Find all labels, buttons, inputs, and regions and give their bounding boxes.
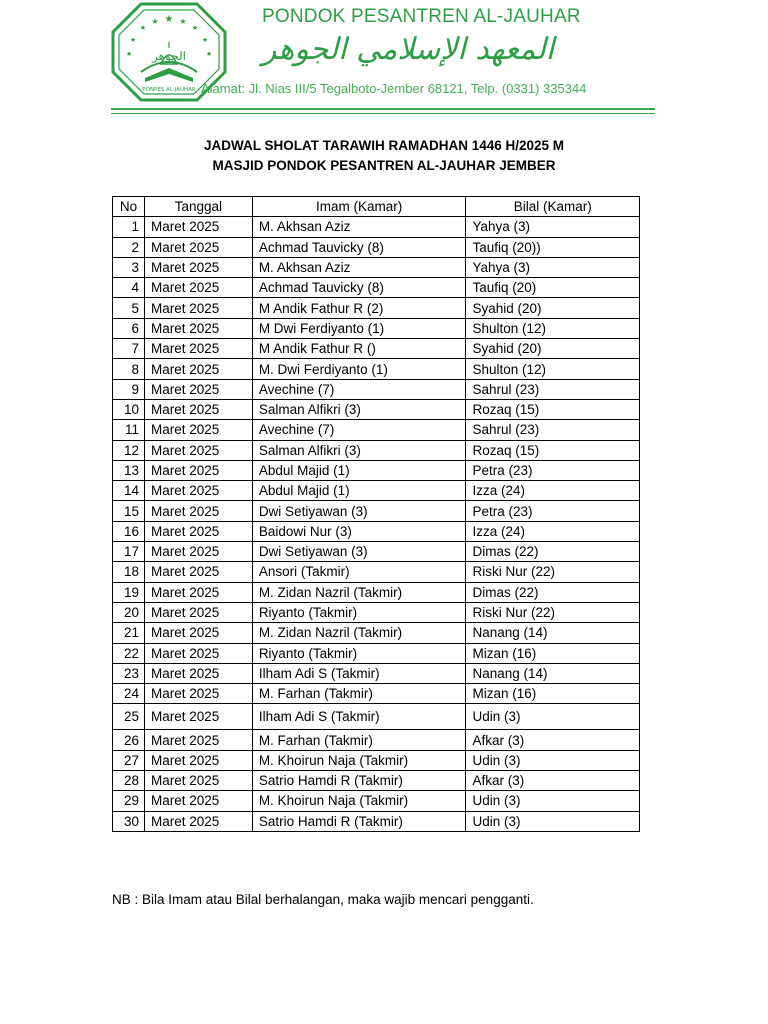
cell-bilal: Udin (3) (466, 704, 640, 730)
table-row (113, 643, 640, 663)
table-row (113, 684, 640, 704)
cell-no: 19 (113, 582, 145, 602)
cell-bilal: Dimas (22) (466, 582, 640, 602)
table-row (113, 481, 640, 501)
cell-tanggal: Maret 2025 (144, 359, 252, 379)
cell-no: 27 (113, 750, 145, 770)
cell-tanggal: Maret 2025 (144, 217, 252, 237)
cell-bilal: Yahya (3) (466, 257, 640, 277)
cell-bilal: Afkar (3) (466, 730, 640, 750)
cell-tanggal: Maret 2025 (144, 440, 252, 460)
cell-tanggal: Maret 2025 (144, 562, 252, 582)
svg-text:★: ★ (205, 50, 213, 58)
table-row (113, 318, 640, 338)
cell-tanggal: Maret 2025 (144, 339, 252, 359)
cell-tanggal: Maret 2025 (144, 521, 252, 541)
table-row (113, 582, 640, 602)
svg-text:★: ★ (179, 17, 187, 26)
table-row (113, 623, 640, 643)
cell-imam: M Dwi Ferdiyanto (1) (252, 318, 466, 338)
cell-tanggal: Maret 2025 (144, 298, 252, 318)
table-row (113, 217, 640, 237)
cell-bilal: Izza (24) (466, 521, 640, 541)
cell-no: 10 (113, 399, 145, 419)
cell-bilal: Petra (23) (466, 460, 640, 480)
cell-bilal: Nanang (14) (466, 623, 640, 643)
svg-text:الجوهر: الجوهر (152, 49, 186, 63)
institution-arabic-name: المعهد الإسلامي الجوهر (261, 32, 555, 67)
cell-bilal: Udin (3) (466, 791, 640, 811)
cell-imam: Abdul Majid (1) (252, 460, 466, 480)
cell-tanggal: Maret 2025 (144, 684, 252, 704)
svg-text:★: ★ (201, 36, 209, 44)
cell-no: 14 (113, 481, 145, 501)
cell-imam: Salman Alfikri (3) (252, 399, 466, 419)
table-row (113, 237, 640, 257)
cell-imam: M. Zidan Nazril (Takmir) (252, 623, 466, 643)
cell-imam: M. Farhan (Takmir) (252, 684, 466, 704)
cell-no: 25 (113, 704, 145, 730)
table-row (113, 811, 640, 831)
table-row (113, 791, 640, 811)
cell-no: 23 (113, 663, 145, 683)
cell-tanggal: Maret 2025 (144, 379, 252, 399)
cell-tanggal: Maret 2025 (144, 582, 252, 602)
table-row (113, 420, 640, 440)
cell-no: 1 (113, 217, 145, 237)
cell-bilal: Riski Nur (22) (466, 562, 640, 582)
cell-tanggal: Maret 2025 (144, 237, 252, 257)
cell-tanggal: Maret 2025 (144, 750, 252, 770)
cell-no: 18 (113, 562, 145, 582)
cell-bilal: Mizan (16) (466, 684, 640, 704)
table-row (113, 602, 640, 622)
cell-bilal: Taufiq (20)) (466, 237, 640, 257)
cell-imam: Satrio Hamdi R (Takmir) (252, 771, 466, 791)
header-no: No (113, 197, 145, 217)
cell-tanggal: Maret 2025 (144, 318, 252, 338)
cell-tanggal: Maret 2025 (144, 460, 252, 480)
cell-bilal: Izza (24) (466, 481, 640, 501)
cell-bilal: Shulton (12) (466, 318, 640, 338)
cell-imam: Riyanto (Takmir) (252, 643, 466, 663)
cell-bilal: Petra (23) (466, 501, 640, 521)
cell-imam: M Andik Fathur R (2) (252, 298, 466, 318)
cell-no: 9 (113, 379, 145, 399)
cell-imam: M Andik Fathur R () (252, 339, 466, 359)
svg-text:★: ★ (151, 17, 159, 26)
cell-no: 15 (113, 501, 145, 521)
header-imam: Imam (Kamar) (252, 197, 466, 217)
svg-text:★: ★ (164, 14, 174, 25)
cell-no: 17 (113, 542, 145, 562)
cell-bilal: Nanang (14) (466, 663, 640, 683)
cell-no: 2 (113, 237, 145, 257)
cell-no: 22 (113, 643, 145, 663)
cell-no: 26 (113, 730, 145, 750)
table-row (113, 379, 640, 399)
svg-text:PONPES AL JAUHAR: PONPES AL JAUHAR (142, 87, 196, 93)
cell-imam: Baidowi Nur (3) (252, 521, 466, 541)
table-row (113, 562, 640, 582)
cell-imam: M. Akhsan Aziz (252, 217, 466, 237)
cell-tanggal: Maret 2025 (144, 643, 252, 663)
cell-imam: Dwi Setiyawan (3) (252, 542, 466, 562)
cell-bilal: Dimas (22) (466, 542, 640, 562)
cell-tanggal: Maret 2025 (144, 420, 252, 440)
header-tanggal: Tanggal (144, 197, 252, 217)
cell-bilal: Riski Nur (22) (466, 602, 640, 622)
cell-imam: M. Khoirun Naja (Takmir) (252, 791, 466, 811)
cell-no: 11 (113, 420, 145, 440)
cell-tanggal: Maret 2025 (144, 811, 252, 831)
cell-no: 16 (113, 521, 145, 541)
cell-bilal: Udin (3) (466, 750, 640, 770)
cell-tanggal: Maret 2025 (144, 663, 252, 683)
svg-text:★: ★ (125, 50, 133, 58)
table-row (113, 704, 640, 730)
header-divider (111, 108, 655, 110)
table-row (113, 339, 640, 359)
cell-bilal: Afkar (3) (466, 771, 640, 791)
cell-bilal: Udin (3) (466, 811, 640, 831)
cell-bilal: Yahya (3) (466, 217, 640, 237)
cell-imam: Ansori (Takmir) (252, 562, 466, 582)
cell-bilal: Shulton (12) (466, 359, 640, 379)
cell-bilal: Rozaq (15) (466, 440, 640, 460)
cell-tanggal: Maret 2025 (144, 542, 252, 562)
cell-no: 13 (113, 460, 145, 480)
cell-tanggal: Maret 2025 (144, 278, 252, 298)
header-bilal: Bilal (Kamar) (466, 197, 640, 217)
cell-bilal: Syahid (20) (466, 298, 640, 318)
cell-no: 6 (113, 318, 145, 338)
cell-tanggal: Maret 2025 (144, 704, 252, 730)
table-row (113, 460, 640, 480)
cell-imam: Dwi Setiyawan (3) (252, 501, 466, 521)
cell-tanggal: Maret 2025 (144, 399, 252, 419)
cell-bilal: Sahrul (23) (466, 379, 640, 399)
cell-imam: Achmad Tauvicky (8) (252, 278, 466, 298)
table-row (113, 278, 640, 298)
footnote: NB : Bila Imam atau Bilal berhalangan, maka wajib mencari pengganti. (112, 892, 534, 907)
header-divider-thin (111, 113, 655, 114)
svg-text:★: ★ (191, 24, 199, 32)
cell-imam: Ilham Adi S (Takmir) (252, 663, 466, 683)
cell-no: 8 (113, 359, 145, 379)
table-row (113, 298, 640, 318)
cell-bilal: Mizan (16) (466, 643, 640, 663)
schedule-table (112, 196, 640, 832)
table-row (113, 542, 640, 562)
cell-tanggal: Maret 2025 (144, 481, 252, 501)
cell-bilal: Taufiq (20) (466, 278, 640, 298)
cell-no: 3 (113, 257, 145, 277)
cell-tanggal: Maret 2025 (144, 501, 252, 521)
cell-imam: M. Farhan (Takmir) (252, 730, 466, 750)
cell-no: 24 (113, 684, 145, 704)
table-row (113, 257, 640, 277)
cell-no: 5 (113, 298, 145, 318)
cell-tanggal: Maret 2025 (144, 791, 252, 811)
cell-no: 20 (113, 602, 145, 622)
cell-tanggal: Maret 2025 (144, 257, 252, 277)
document-subtitle: MASJID PONDOK PESANTREN AL-JAUHAR JEMBER (212, 158, 556, 173)
table-row (113, 501, 640, 521)
cell-imam: Achmad Tauvicky (8) (252, 237, 466, 257)
table-row (113, 440, 640, 460)
cell-imam: M. Khoirun Naja (Takmir) (252, 750, 466, 770)
cell-bilal: Rozaq (15) (466, 399, 640, 419)
table-row (113, 771, 640, 791)
table-row (113, 663, 640, 683)
svg-text:★: ★ (129, 36, 137, 44)
cell-imam: Satrio Hamdi R (Takmir) (252, 811, 466, 831)
cell-bilal: Syahid (20) (466, 339, 640, 359)
cell-no: 21 (113, 623, 145, 643)
table-row (113, 750, 640, 770)
institution-address: Alamat: Jl. Nias III/5 Tegalboto-Jember 68121, Telp. (0331) 335344 (201, 81, 587, 96)
cell-imam: Avechine (7) (252, 420, 466, 440)
cell-no: 12 (113, 440, 145, 460)
cell-no: 30 (113, 811, 145, 831)
table-header-row (113, 197, 640, 217)
table-row (113, 730, 640, 750)
cell-imam: Abdul Majid (1) (252, 481, 466, 501)
cell-tanggal: Maret 2025 (144, 623, 252, 643)
table-row (113, 521, 640, 541)
cell-no: 28 (113, 771, 145, 791)
cell-tanggal: Maret 2025 (144, 771, 252, 791)
document-title: JADWAL SHOLAT TARAWIH RAMADHAN 1446 H/2025 M (203, 138, 565, 153)
cell-imam: Ilham Adi S (Takmir) (252, 704, 466, 730)
cell-imam: Avechine (7) (252, 379, 466, 399)
institution-name: PONDOK PESANTREN AL-JAUHAR (262, 6, 581, 27)
cell-imam: Riyanto (Takmir) (252, 602, 466, 622)
cell-no: 29 (113, 791, 145, 811)
cell-bilal: Sahrul (23) (466, 420, 640, 440)
cell-imam: M. Dwi Ferdiyanto (1) (252, 359, 466, 379)
cell-imam: M. Akhsan Aziz (252, 257, 466, 277)
cell-tanggal: Maret 2025 (144, 730, 252, 750)
cell-no: 4 (113, 278, 145, 298)
svg-text:★: ★ (139, 24, 147, 32)
table-row (113, 359, 640, 379)
table-row (113, 399, 640, 419)
cell-imam: M. Zidan Nazril (Takmir) (252, 582, 466, 602)
cell-no: 7 (113, 339, 145, 359)
cell-tanggal: Maret 2025 (144, 602, 252, 622)
cell-imam: Salman Alfikri (3) (252, 440, 466, 460)
